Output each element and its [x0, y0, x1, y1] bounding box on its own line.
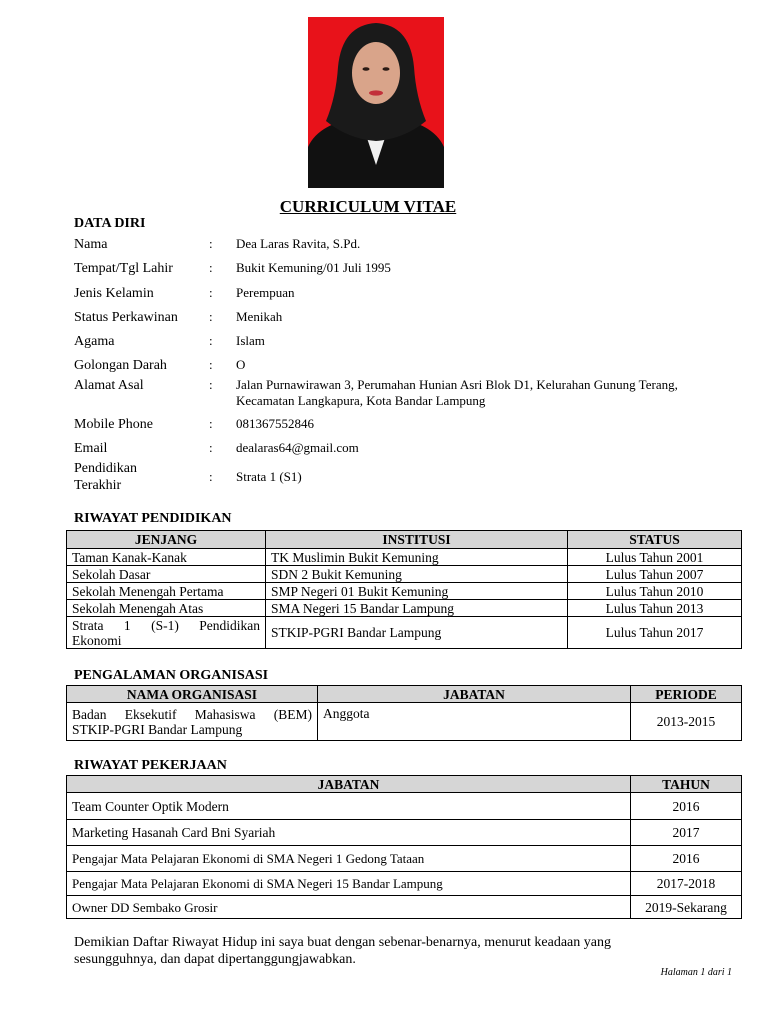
education-jenjang: Taman Kanak-Kanak	[67, 549, 266, 566]
label-nama: Nama	[74, 237, 108, 252]
table-row	[67, 617, 742, 649]
label-alamat-asal: Alamat Asal	[74, 378, 144, 393]
education-status: Lulus Tahun 2001	[568, 549, 742, 566]
colon: :	[209, 416, 213, 431]
section-data-diri: DATA DIRI	[74, 216, 146, 231]
table-row	[67, 566, 742, 583]
table-row	[67, 896, 742, 919]
work-jabatan: Marketing Hasanah Card Bni Syariah	[67, 820, 631, 846]
education-status: Lulus Tahun 2010	[568, 583, 742, 600]
colon: :	[209, 357, 213, 372]
education-header-institusi: INSTITUSI	[266, 531, 568, 549]
work-jabatan: Owner DD Sembako Grosir	[67, 896, 631, 919]
colon: :	[209, 440, 213, 455]
colon: :	[209, 469, 213, 484]
label-pendidikan-terakhir: Pendidikan Terakhir	[74, 461, 137, 493]
organization-table	[66, 685, 742, 741]
label-jenis-kelamin: Jenis Kelamin	[74, 286, 154, 301]
label-email: Email	[74, 441, 108, 456]
education-status: Lulus Tahun 2007	[568, 566, 742, 583]
cv-title: CURRICULUM VITAE	[279, 197, 457, 216]
value-nama: Dea Laras Ravita, S.Pd.	[236, 236, 361, 251]
value-pendidikan-terakhir: Strata 1 (S1)	[236, 469, 302, 484]
education-jenjang: Strata 1 (S-1) Pendidikan Ekonomi	[67, 617, 266, 649]
education-jenjang: Sekolah Menengah Pertama	[67, 583, 266, 600]
education-institusi: STKIP-PGRI Bandar Lampung	[266, 617, 568, 649]
education-header-jenjang: JENJANG	[67, 531, 266, 549]
colon: :	[209, 285, 213, 300]
organization-jabatan: Anggota	[318, 703, 631, 741]
colon: :	[209, 309, 213, 324]
organization-header-jabatan: JABATAN	[318, 686, 631, 703]
table-row	[67, 583, 742, 600]
label-mobile-phone: Mobile Phone	[74, 417, 153, 432]
table-row	[67, 703, 742, 741]
colon: :	[209, 377, 213, 392]
label-agama: Agama	[74, 334, 115, 349]
value-jenis-kelamin: Perempuan	[236, 285, 295, 300]
table-row	[67, 600, 742, 617]
label-golongan-darah: Golongan Darah	[74, 358, 167, 373]
work-table	[66, 775, 742, 919]
value-mobile-phone: 081367552846	[236, 416, 314, 431]
work-tahun: 2016	[631, 846, 742, 872]
value-alamat-asal: Jalan Purnawirawan 3, Perumahan Hunian Asri Blok D1, Kelurahan Gunung Terang, Kecamatan Langkapura, Kota Bandar Lampung	[236, 377, 678, 408]
section-riwayat-pendidikan: RIWAYAT PENDIDIKAN	[74, 511, 232, 526]
work-tahun: 2019-Sekarang	[631, 896, 742, 919]
education-institusi: SMA Negeri 15 Bandar Lampung	[266, 600, 568, 617]
organization-periode: 2013-2015	[631, 703, 742, 741]
organization-nama: Badan Eksekutif Mahasiswa (BEM) STKIP-PGRI Bandar Lampung	[67, 703, 318, 741]
value-golongan-darah: O	[236, 357, 246, 372]
education-institusi: TK Muslimin Bukit Kemuning	[266, 549, 568, 566]
work-header-tahun: TAHUN	[631, 776, 742, 793]
education-jenjang: Sekolah Menengah Atas	[67, 600, 266, 617]
work-tahun: 2016	[631, 793, 742, 820]
education-institusi: SMP Negeri 01 Bukit Kemuning	[266, 583, 568, 600]
page-number: Halaman 1 dari 1	[660, 967, 732, 978]
work-jabatan: Team Counter Optik Modern	[67, 793, 631, 820]
colon: :	[209, 260, 213, 275]
work-jabatan: Pengajar Mata Pelajaran Ekonomi di SMA Negeri 1 Gedong Tataan	[67, 846, 631, 872]
value-status-perkawinan: Menikah	[236, 309, 283, 324]
organization-header-periode: PERIODE	[631, 686, 742, 703]
education-status: Lulus Tahun 2017	[568, 617, 742, 649]
education-institusi: SDN 2 Bukit Kemuning	[266, 566, 568, 583]
table-row	[67, 846, 742, 872]
education-status: Lulus Tahun 2013	[568, 600, 742, 617]
value-tempat-tgl-lahir: Bukit Kemuning/01 Juli 1995	[236, 260, 391, 275]
closing-statement: Demikian Daftar Riwayat Hidup ini saya buat dengan sebenar-benarnya, menurut keadaan yang sesungguhnya, dan dapat dipertanggungjawabkan.	[74, 935, 611, 967]
table-row	[67, 820, 742, 846]
table-row	[67, 872, 742, 896]
colon: :	[209, 333, 213, 348]
education-header-status: STATUS	[568, 531, 742, 549]
work-tahun: 2017-2018	[631, 872, 742, 896]
work-jabatan: Pengajar Mata Pelajaran Ekonomi di SMA Negeri 15 Bandar Lampung	[67, 872, 631, 896]
table-row	[67, 793, 742, 820]
work-tahun: 2017	[631, 820, 742, 846]
education-jenjang: Sekolah Dasar	[67, 566, 266, 583]
value-email: dealaras64@gmail.com	[236, 440, 359, 455]
profile-photo	[308, 17, 444, 188]
section-pengalaman-organisasi: PENGALAMAN ORGANISASI	[74, 668, 269, 683]
section-riwayat-pekerjaan: RIWAYAT PEKERJAAN	[74, 758, 227, 773]
table-row	[67, 549, 742, 566]
work-header-jabatan: JABATAN	[67, 776, 631, 793]
value-agama: Islam	[236, 333, 265, 348]
organization-header-nama: NAMA ORGANISASI	[67, 686, 318, 703]
colon: :	[209, 236, 213, 251]
label-status-perkawinan: Status Perkawinan	[74, 310, 178, 325]
education-table	[66, 530, 742, 649]
label-tempat-tgl-lahir: Tempat/Tgl Lahir	[74, 261, 173, 276]
